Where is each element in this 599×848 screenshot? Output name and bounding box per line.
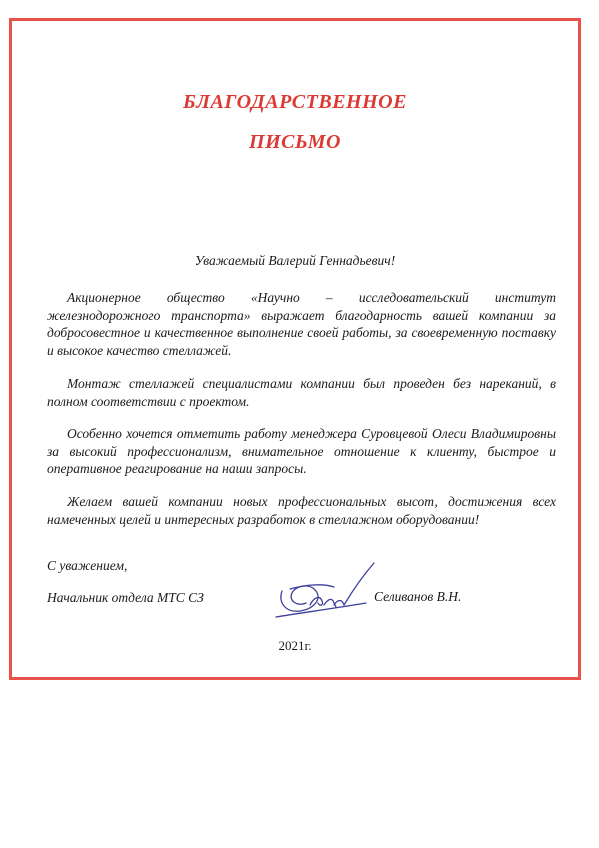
letter-frame xyxy=(9,18,581,680)
letter-title-line1: БЛАГОДАРСТВЕННОЕ xyxy=(183,91,407,113)
letter-title-line2: ПИСЬМО xyxy=(249,131,341,153)
letter-year: 2021г. xyxy=(278,638,312,653)
greeting: Уважаемый Валерий Геннадьевич! xyxy=(194,253,396,268)
handwritten-signature xyxy=(270,559,388,623)
paragraph-1: Акционерное общество «Научно – исследовательский институт железнодорожного транспорта» выражает благодарность вашей компании за добросовестное и качественное выполнение своей работы, за своевременную поставку и высокое качество стеллажей. xyxy=(47,290,556,358)
paragraph-3: Особенно хочется отметить работу менеджера Суровцевой Олеси Владимировны за высокий профессионализм, внимательное отношение к клиенту, быстрое и оперативное реагирование на наши запросы. xyxy=(47,426,556,477)
signer-position: Начальник отдела МТС СЗ xyxy=(47,590,204,605)
paragraph-4: Желаем вашей компании новых профессиональных высот, достижения всех намеченных целей и интересных разработок в стеллажном оборудовании! xyxy=(47,494,556,527)
closing-phrase: С уважением, xyxy=(47,558,128,573)
paragraph-2: Монтаж стеллажей специалистами компании был проведен без нареканий, в полном соответствии с проектом. xyxy=(47,376,556,409)
signer-name: Селиванов В.Н. xyxy=(374,589,462,604)
